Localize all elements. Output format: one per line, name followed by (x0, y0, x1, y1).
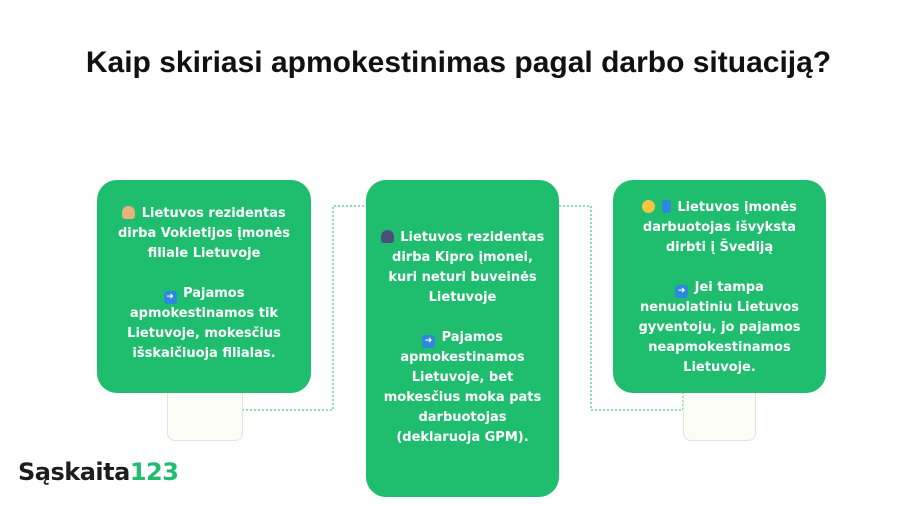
businessman-icon (381, 230, 394, 243)
right-arrow-icon: ➜ (164, 291, 177, 304)
card-result: ➜ Pajamos apmokestinamos tik Lietuvoje, mokesčius išskaičiuoja filialas. (127, 286, 281, 361)
card-situation: Lietuvos rezidentas dirba Vokietijos įmonės filiale Lietuvoje (117, 206, 291, 261)
card-result: ➜ Jei tampa nenuolatiniu Lietuvos gyventoju, jo pajamos neapmokestinamos Lietuvoje. (638, 280, 801, 375)
brand-logo: Sąskaita123 (18, 458, 179, 486)
right-arrow-icon: ➜ (675, 285, 688, 298)
person-at-laptop-icon (122, 206, 135, 219)
right-arrow-icon: ➜ (422, 335, 435, 348)
card-situation: Lietuvos įmonės darbuotojas išvyksta dirbti į Švediją (642, 200, 797, 255)
card-tab-1 (167, 386, 243, 441)
card-cyprus-company (366, 180, 559, 497)
luggage-icon (662, 200, 671, 213)
card-situation: Lietuvos rezidentas dirba Kipro įmonei, kuri neturi buveinės Lietuvoje (380, 228, 545, 308)
card-tab-3 (683, 386, 756, 441)
person-icon (642, 200, 655, 213)
card-branch-in-lithuania (97, 180, 311, 393)
card-result: ➜ Pajamos apmokestinamos Lietuvoje, bet mokesčius moka pats darbuotojas (deklaruoja GPM). (383, 330, 542, 445)
page-title: Kaip skiriasi apmokestinimas pagal darbo situaciją? (85, 46, 832, 79)
card-work-in-sweden (613, 180, 826, 393)
